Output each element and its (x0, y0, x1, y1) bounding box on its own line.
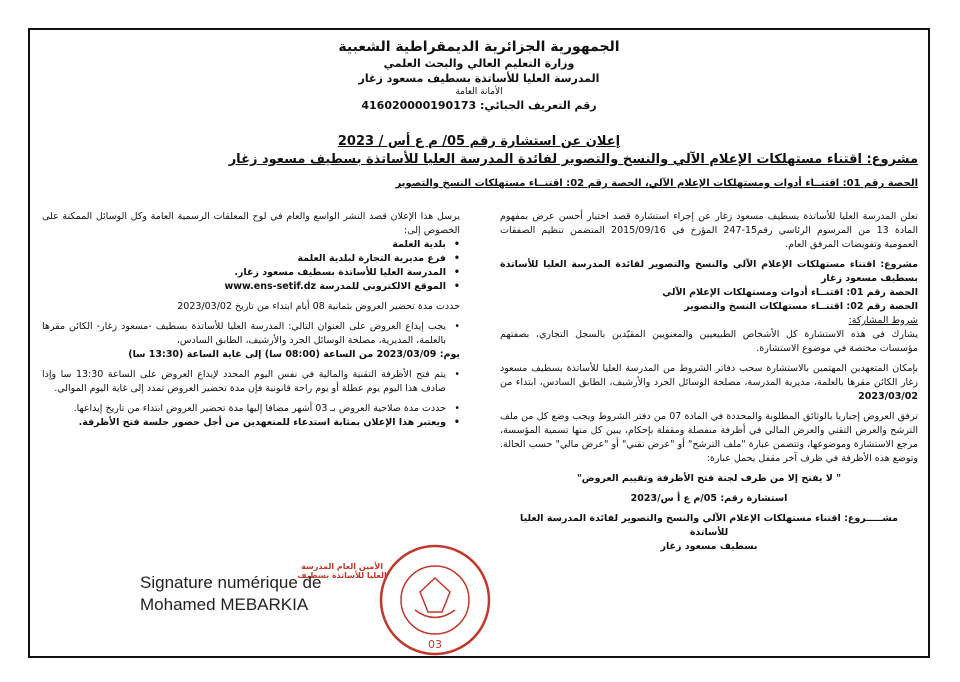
consultation-title: إعلان عن استشارة رقم 05/ م ع أس / 2023 (337, 134, 621, 149)
ministry-name: وزارة التعليم العالي والبحث العلمي (383, 57, 575, 70)
project-repeat-2: بسطيف مسعود زغار (660, 541, 758, 552)
consultation-reference: استشارة رقم: 05/م ع أ س/2023 (630, 493, 788, 504)
document-frame (28, 28, 930, 658)
bullet-school: • المدرسة العليا للأساتذة بسطيف مسعود زغار. (42, 266, 460, 280)
opening-paragraph: • يتم فتح الأظرفة التقنية والمالية في نفس اليوم المحدد لإيداع العروض على الساعة 13:30 سا وإذا صادف هذا اليوم يوم عطلة أو يوم راحة قانونية فإن مدة تحضير العروض تمدد إلى غاية اليوم الموالي. (42, 368, 460, 396)
tax-id (30, 98, 928, 113)
deposit-day: يوم: 2023/03/09 من الساعة (08:00 سا) إلى غاية الساعة (13:30 سا) (128, 349, 460, 360)
tax-id-number: 416020000190173 (361, 99, 477, 112)
right-column (500, 210, 918, 554)
invitation-paragraph: • ويعتبر هذا الإعلان بمثابة استدعاء للمتعهدين من أجل حضور جلسة فتح الأظرفة. (42, 416, 460, 430)
lot-2: الحصة رقم 02: اقتنــاء مستهلكات النسخ والتصوير (684, 301, 918, 312)
withdraw-text: بإمكان المتعهدين المهتمين بالاستشارة سحب دفاتر الشروط من المدرسة العليا للأساتذة بسطيف مسعود زغار الكائن مقرها بالعلمة، مديرية المدرسة، مصلحة الوسائل الجرد والأرشيف، الطابق السادس، ابتداء من (500, 363, 918, 388)
signature-line-1: Signature numérique de (140, 573, 322, 592)
secretariat: الأمانة العامة (455, 87, 503, 97)
project-title: مشروع: اقتناء مستهلكات الإعلام الآلي والنسخ والتصوير لفائدة المدرسة العليا للأساتذة بسطيف مسعود زغار (228, 152, 918, 167)
offers-paragraph: ترفق العروض إجباريا بالوثائق المطلوبة والمحددة في المادة 07 من دفتر الشروط ويجب وضع كل من ملف الترشح والعرض التقني والعرض المالي في أظرفة منفصلة ومقفلة بإحكام، يبين كل منها تسمية المؤسسة، مرجع الاستشارة وموضوعها، وتتضمن عبارة "ملف الترشح" أو "عرض تقني" أو "عرض مالي" حسب الحالة. وتوضع هذه الأظرفة في ظرف آخر مقفل يحمل عبارة: (500, 411, 918, 464)
official-seal-icon (370, 540, 500, 660)
stamp-label: الأمين العام المدرسة العليا للأساتذة بسطيف (297, 562, 387, 580)
do-not-open-notice: " لا يفتح إلا من طرف لجنة فتح الأظرفة وتقييم العروض" (576, 473, 842, 484)
withdraw-date: 2023/03/02 (858, 391, 918, 402)
lots-summary: الحصة رقم 01: اقتنــاء أدوات ومستهلكات الإعلام الآلي، الحصة رقم 02: اقتنــاء مستهلكات النسخ والتصوير (395, 178, 918, 189)
duration-paragraph: حددت مدة تحضير العروض بثمانية 08 أيام ابتداء من تاريخ 2023/03/02 (177, 301, 460, 312)
digital-signature (140, 572, 380, 642)
left-column (42, 210, 460, 430)
intro-paragraph: تعلن المدرسة العليا للأساتذة بسطيف مسعود زغار عن إجراء استشارة قصد اختيار أحسن عرض بمفهوم المادة 13 من المرسوم الرئاسي رقم15-247 المؤرخ في 2015/09/16 المتضمن تنظيم الصفقات العمومية وتفويضات المرفق العام. (500, 211, 918, 250)
republic-name: الجمهورية الجزائرية الديمقراطية الشعبية (338, 39, 620, 55)
project-repeat: مشـــــروع: اقتناء مستهلكات الإعلام الآلي والنسخ والتصوير لفائدة المدرسة العليا للأساتذة (520, 513, 898, 538)
lot-1: الحصة رقم 01: اقتنــاء أدوات ومستهلكات الإعلام الآلي (662, 287, 918, 298)
conditions-text: يشارك في هذه الاستشارة كل الأشخاص الطبيعيين والمعنويين المقيّدين بالسجل التجاري، بصفتهم مؤسسات مختصة في موضوع الاستشارة. (500, 329, 918, 354)
stamp-number: 03 (428, 638, 442, 651)
bullet-commerce: • فرع مديرية التجارة لبلدية العلمة (42, 252, 460, 266)
publish-paragraph: يرسل هذا الإعلان قصد النشر الواسع والعام في لوح المعلقات الرسمية العامة وكل الوسائل الممكنة على الخصوص إلى: (42, 211, 460, 236)
project-label: مشروع: اقتناء مستهلكات الإعلام الآلي والنسخ والتصوير لفائدة المدرسة العليا للأساتذة بسطيف مسعود زغار (500, 259, 918, 284)
signature-line-2: Mohamed MEBARKIA (140, 595, 309, 614)
withdraw-paragraph (500, 362, 918, 404)
bullet-municipality: • بلدية العلمة (42, 238, 460, 252)
document-header (30, 38, 928, 113)
tax-id-label: رقم التعريف الجبائي: (480, 99, 597, 112)
bullet-website: • الموقع الالكتروني للمدرسة www.ens-setif.dz (42, 280, 460, 294)
validity-paragraph: • حددت مدة صلاحية العروض بـ 03 أشهر مضافا إليها مدة تحضير العروض ابتداء من تاريخ إيداعها. (42, 402, 460, 416)
school-name: المدرسة العليا للأساتذة بسطيف مسعود زغار (358, 72, 600, 85)
conditions-title: شروط المشاركة: (848, 315, 918, 326)
deposit-paragraph: • يجب إيداع العروض على العنوان التالي: المدرسة العليا للأساتذة بسطيف -مسعود زغار- الكائن مقرها بالعلمة، المديرية، مصلحة الوسائل الجرد والأرشيف، الطابق السادس، (42, 320, 460, 348)
